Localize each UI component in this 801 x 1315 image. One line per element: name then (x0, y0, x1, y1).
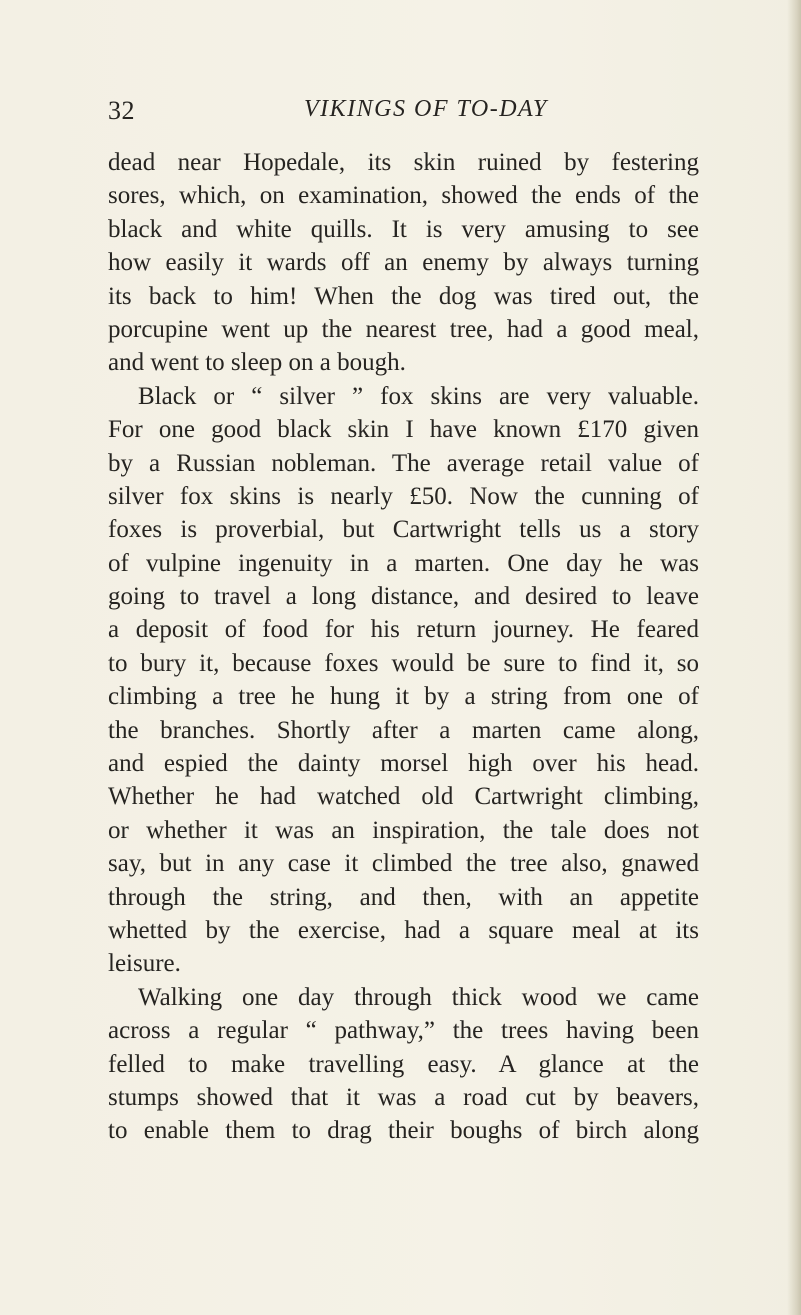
text-line: how easily it wards off an enemy by always turning (108, 249, 699, 277)
text-line: whetted by the exercise, had a square meal at its (108, 916, 699, 944)
text-line: climbing a tree he hung it by a string from one of (108, 683, 699, 711)
text-line: Walking one day through thick wood we came (138, 983, 699, 1011)
text-line: through the string, and then, with an appetite (108, 883, 699, 911)
text-line: to enable them to drag their boughs of birch along (108, 1117, 699, 1145)
text-line: say, but in any case it climbed the tree also, gnawed (108, 850, 699, 878)
text-line: and espied the dainty morsel high over his head. (108, 750, 699, 778)
text-line: porcupine went up the nearest tree, had a good meal, (108, 315, 699, 343)
text-line: dead near Hopedale, its skin ruined by festering (108, 149, 699, 176)
text-line: felled to make travelling easy. A glance at the (108, 1050, 699, 1078)
page-edge-shadow (787, 0, 801, 1315)
running-title: VIKINGS OF TO-DAY (304, 96, 548, 122)
text-line: its back to him! When the dog was tired out, the (108, 282, 699, 310)
text-line: Black or “ silver ” fox skins are very valuable. (138, 382, 699, 410)
text-line: stumps showed that it was a road cut by beavers, (108, 1083, 699, 1111)
text-line: by a Russian nobleman. The average retail value of (108, 449, 699, 477)
body-text (108, 146, 699, 1148)
text-line: foxes is proverbial, but Cartwright tells us a story (108, 516, 699, 544)
text-line: across a regular “ pathway,” the trees having been (108, 1017, 699, 1045)
text-line: and went to sleep on a bough. (108, 349, 406, 377)
text-line: to bury it, because foxes would be sure to find it, so (108, 649, 699, 677)
page-number: 32 (108, 96, 135, 125)
text-line: the branches. Shortly after a marten came along, (108, 716, 699, 744)
text-line: Whether he had watched old Cartwright climbing, (108, 783, 699, 811)
text-line: of vulpine ingenuity in a marten. One day he was (108, 549, 699, 577)
running-head (108, 96, 708, 136)
text-line: leisure. (108, 950, 181, 978)
text-line: sores, which, on examination, showed the ends of the (108, 182, 699, 210)
text-line: silver fox skins is nearly £50. Now the cunning of (108, 482, 699, 510)
text-line: a deposit of food for his return journey. He feared (108, 616, 699, 644)
text-line: black and white quills. It is very amusing to see (108, 215, 699, 243)
text-line: going to travel a long distance, and desired to leave (108, 583, 699, 611)
text-line: or whether it was an inspiration, the tale does not (108, 816, 699, 844)
text-line: For one good black skin I have known £170 given (108, 416, 699, 444)
